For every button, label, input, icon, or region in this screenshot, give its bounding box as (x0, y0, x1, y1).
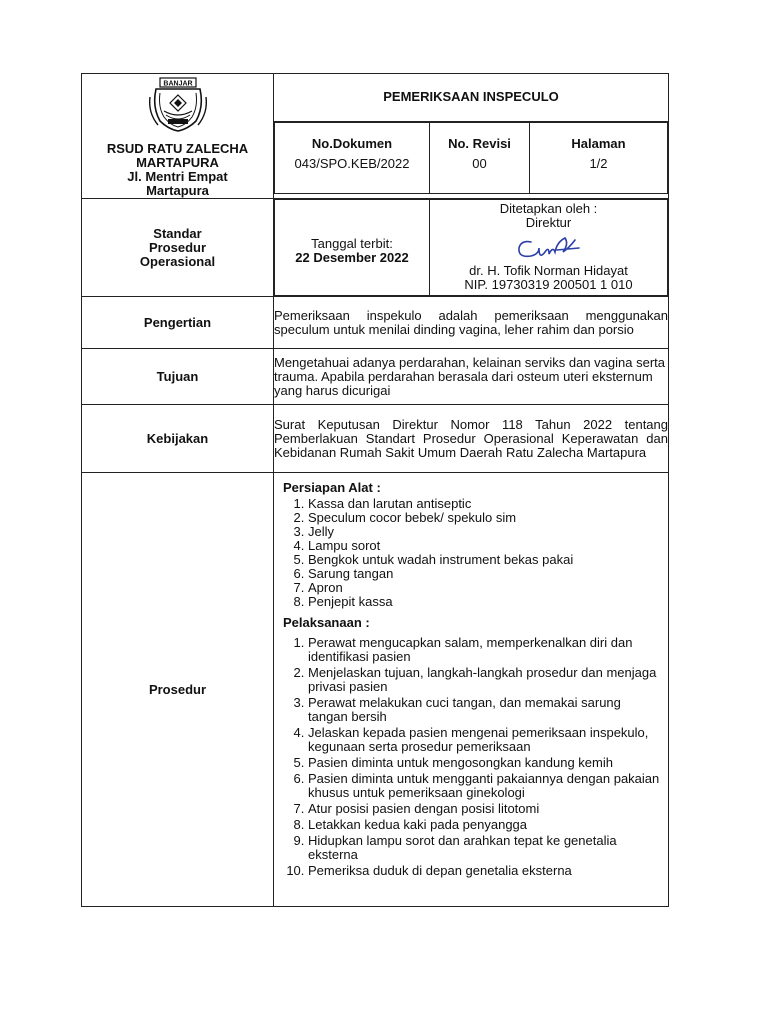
halaman-value: 1/2 (589, 155, 608, 171)
pengertian-text: Pemeriksaan inspekulo adalah pemeriksaan menggunakan speculum untuk menilai dinding vagina, leher rahim dan porsio (274, 297, 669, 349)
list-item: 10. Pemeriksa duduk di depan genetalia eksterna (308, 864, 660, 878)
ditetapkan-oleh: Ditetapkan oleh : (499, 201, 598, 216)
list-item: 3. Jelly (308, 525, 660, 539)
list-item: 8. Letakkan kedua kaki pada penyangga (308, 818, 660, 832)
list-item: 6. Sarung tangan (308, 567, 660, 581)
persiapan-alat-title: Persiapan Alat : (283, 480, 381, 495)
list-item: 1. Perawat mengucapkan salam, memperkenalkan diri dan identifikasi pasien (308, 636, 660, 664)
list-item: 4. Jelaskan kepada pasien mengenai pemeriksaan inspekulo, kegunaan serta prosedur pemeriksaan (308, 726, 660, 754)
prosedur-content (274, 473, 669, 907)
list-item: 7. Atur posisi pasien dengan posisi litotomi (308, 802, 660, 816)
prosedur-label: Prosedur (82, 473, 274, 907)
spo-table (81, 73, 669, 907)
spo-label: Standar Prosedur Operasional (139, 225, 216, 269)
hospital-cell (82, 74, 274, 199)
list-item: 9. Hidupkan lampu sorot dan arahkan tepat ke genetalia eksterna (308, 834, 660, 862)
list-item: 3. Perawat melakukan cuci tangan, dan memakai sarung tangan bersih (308, 696, 660, 724)
persiapan-alat-list (274, 497, 660, 609)
document-meta-cell (274, 121, 669, 198)
list-item: 1. Kassa dan larutan antiseptic (308, 497, 660, 511)
pelaksanaan-list (274, 636, 660, 878)
spo-detail-cell (274, 199, 669, 297)
list-item: 5. Bengkok untuk wadah instrument bekas pakai (308, 553, 660, 567)
jabatan-direktur: Direktur (525, 215, 572, 230)
pengertian-label: Pengertian (82, 297, 274, 349)
halaman-label: Halaman (571, 135, 626, 151)
no-revisi-label: No. Revisi (448, 135, 511, 151)
spo-label-cell (82, 199, 274, 297)
tujuan-text: Mengetahuai adanya perdarahan, kelainan serviks dan vagina serta trauma. Apabila perdarahan berasala dari osteum uteri eksternum yang harus dicurigai (274, 349, 669, 405)
list-item: 5. Pasien diminta untuk mengosongkan kandung kemih (308, 756, 660, 770)
no-dokumen-value: 043/SPO.KEB/2022 (294, 155, 410, 171)
kebijakan-label: Kebijakan (82, 405, 274, 473)
hospital-logo (82, 74, 273, 136)
document-title: PEMERIKSAAN INSPECULO (274, 74, 669, 122)
list-item: 7. Apron (308, 581, 660, 595)
hospital-address: Jl. Mentri Empat Martapura (127, 169, 228, 198)
no-revisi-value: 00 (472, 155, 487, 171)
nama-direktur: dr. H. Tofik Norman Hidayat (469, 263, 628, 278)
banjar-regency-emblem-icon (146, 77, 210, 133)
tanggal-terbit-label: Tanggal terbit: (311, 235, 393, 251)
list-item: 2. Speculum cocor bebek/ spekulo sim (308, 511, 660, 525)
list-item: 6. Pasien diminta untuk mengganti pakaiannya dengan pakaian khusus untuk pemeriksaan ginekologi (308, 772, 660, 800)
tanggal-terbit-value: 22 Desember 2022 (295, 249, 409, 265)
nip-direktur: NIP. 19730319 200501 1 010 (464, 277, 633, 292)
list-item: 2. Menjelaskan tujuan, langkah-langkah prosedur dan menjaga privasi pasien (308, 666, 660, 694)
kebijakan-text: Surat Keputusan Direktur Nomor 118 Tahun 2022 tentang Pemberlakuan Standart Prosedur Operasional Keperawatan dan Kebidanan Rumah Sakit Umum Daerah Ratu Zalecha Martapura (274, 405, 669, 473)
spo-document (81, 73, 669, 899)
list-item: 4. Lampu sorot (308, 539, 660, 553)
pelaksanaan-title: Pelaksanaan : (283, 615, 370, 630)
hospital-name: RSUD RATU ZALECHA MARTAPURA (106, 141, 249, 170)
tujuan-label: Tujuan (82, 349, 274, 405)
logo-text: BANJAR (162, 80, 193, 88)
no-dokumen-label: No.Dokumen (311, 135, 393, 151)
list-item: 8. Penjepit kassa (308, 595, 660, 609)
